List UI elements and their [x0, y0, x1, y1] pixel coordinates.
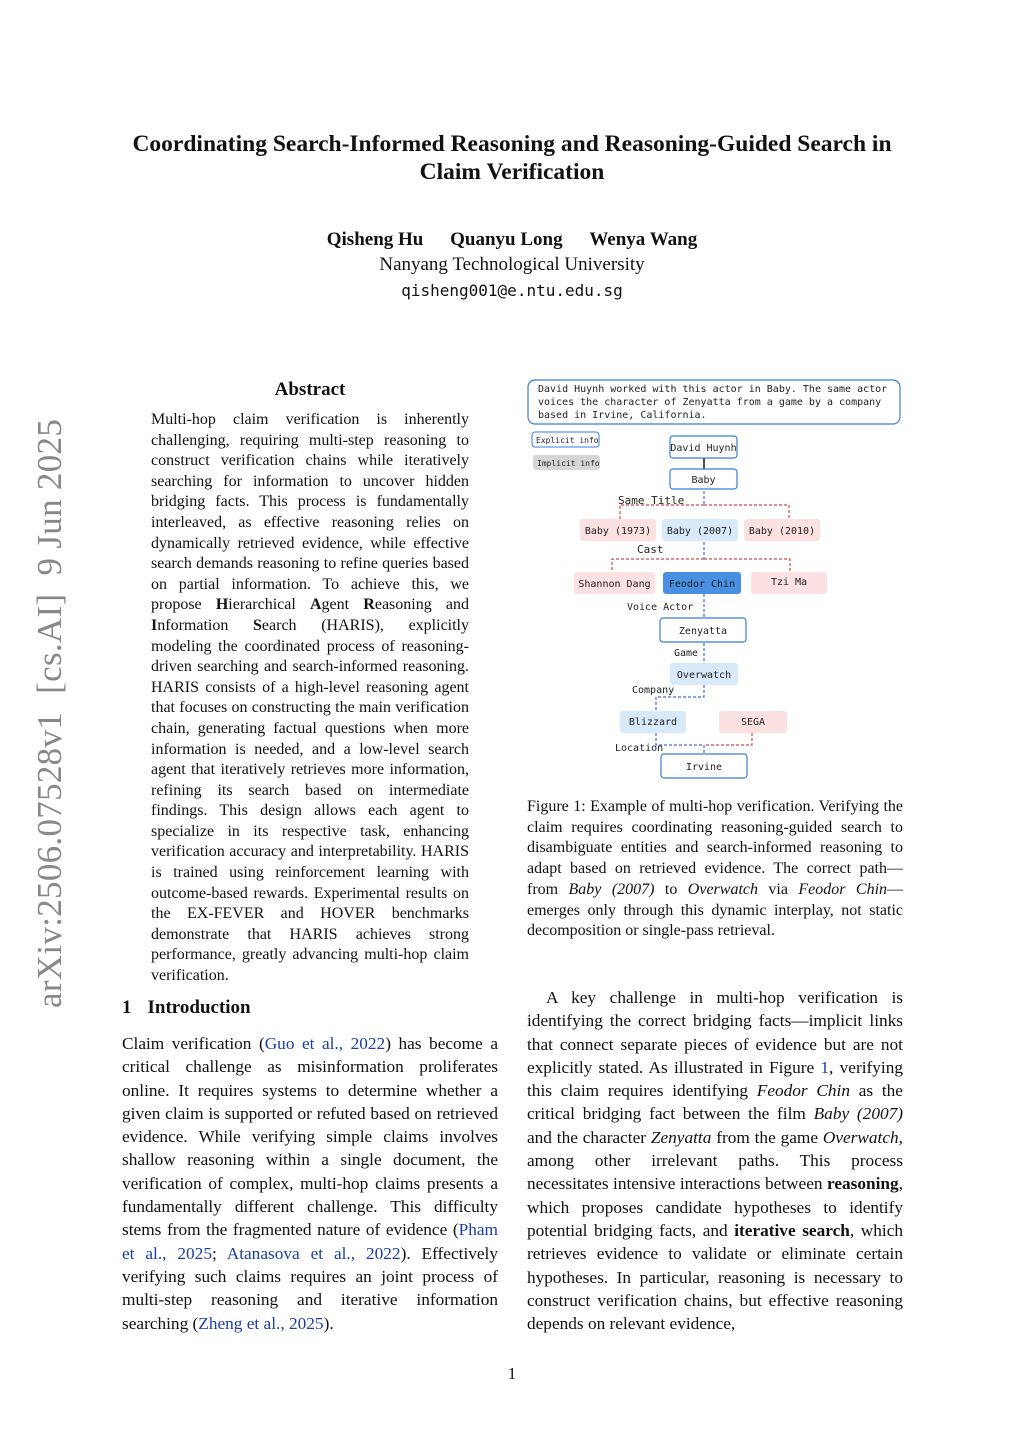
node-label: SEGA: [740, 717, 766, 728]
abstract-heading: Abstract: [274, 379, 346, 400]
edge-label: Cast: [637, 543, 664, 556]
edge-label: Game: [674, 648, 699, 659]
edge-label: Company: [632, 685, 675, 696]
claim-line: voices the character of Zenyatta from a game by a company: [538, 397, 882, 408]
author-name: Quanyu Long: [450, 229, 563, 250]
edge-label: Same Title: [618, 494, 685, 507]
legend-explicit-label: Explicit info: [536, 436, 599, 445]
citation-link[interactable]: Pham et al., 2025: [122, 1220, 498, 1263]
node-label: Overwatch: [676, 670, 732, 681]
figure-reference-link[interactable]: 1: [820, 1057, 830, 1077]
node-label: Irvine: [685, 762, 723, 773]
node-label: Baby (1973): [584, 526, 652, 537]
citation-link[interactable]: Guo et al., 2022: [264, 1034, 386, 1053]
author-name: Wenya Wang: [589, 229, 698, 250]
body-paragraph: A key challenge in multi-hop verification is identifying the correct bridging facts—implicit links that connect separate pieces of evidence but are not explicitly stated. As illustrated in Figure 1, verifying this claim requires identifying Feodor Chin as the critical bridging fact between the film Baby (2007) and the character Zenyatta from the game Overwatch, among other irrelevant paths. This process necessitates intensive interactions between reasoning, which proposes candidate hypotheses to identify potential bridging facts, and iterative search, which retrieves evidence to validate or eliminate certain hypotheses. In particular, reasoning is necessary to construct verification chains, but effective reasoning depends on relevant evidence,: [527, 988, 904, 1334]
author-name: Qisheng Hu: [326, 229, 424, 250]
paper-title: Coordinating Search-Informed Reasoning and Reasoning-Guided Search in Claim Verification: [132, 131, 892, 185]
figure-caption: Figure 1: Example of multi-hop verification. Verifying the claim requires coordinating reasoning-guided search to disambiguate entities and search-informed reasoning to adapt based on retrieved evidence. The correct path—from Baby (2007) to Overwatch via Feodor Chin—emerges only through this dynamic interplay, not static decomposition or single-pass retrieval.: [527, 798, 904, 940]
node-label: Zenyatta: [678, 626, 728, 637]
citation-link[interactable]: Atanasova et al., 2022: [226, 1243, 401, 1263]
affiliation: Nanyang Technological University: [379, 254, 645, 275]
claim-line: David Huynh worked with this actor in Baby. The same actor: [538, 384, 888, 395]
figure-1-diagram: [520, 375, 910, 785]
section-heading-introduction: 1 Introduction: [122, 997, 251, 1018]
abstract-body: Multi-hop claim verification is inherently challenging, requiring multi-step reasoning to construct verification chains while iteratively searching for information to uncover hidden bridging facts. This process is fundamentally interleaved, as effective reasoning relies on dynamically retrieved evidence, while effective search demands reasoning to refine queries based on partial information. To achieve this, we propose Hierarchical Agent Reasoning and Information Search (HARIS), explicitly modeling the coordinated process of reasoning-driven searching and search-informed reasoning. HARIS consists of a high-level reasoning agent that focuses on constructing the main verification chain, generating factual questions when more information is needed, and a low-level search agent that iteratively retrieves more information, refining its search based on intermediate findings. This design allows each agent to specialize in its respective task, enhancing verification accuracy and interpretability. HARIS is trained using reinforcement learning with outcome-based rewards. Experimental results on the EX-FEVER and HOVER benchmarks demonstrate that HARIS achieves strong performance, greatly advancing multi-hop claim verification.: [151, 411, 470, 985]
author-email[interactable]: qisheng001@e.ntu.edu.sg: [401, 281, 623, 300]
node-label: Tzi Ma: [770, 577, 808, 588]
author-list: [0, 229, 1024, 251]
page-number: 1: [507, 1364, 517, 1383]
arxiv-stamp: [30, 419, 70, 1008]
node-label: Blizzard: [628, 717, 678, 728]
node-label: Baby (2010): [748, 526, 816, 537]
node-label: Baby (2007): [666, 526, 734, 537]
arxiv-stamp-text: arXiv:2506.07528v1 [cs.AI] 9 Jun 2025: [30, 418, 69, 1008]
legend-implicit-label: Implicit info: [537, 459, 600, 468]
edge-label: Location: [615, 743, 664, 754]
claim-line: based in Irvine, California.: [538, 410, 707, 421]
node-label: David Huynh: [670, 443, 737, 454]
citation-link[interactable]: Zheng et al., 2025: [198, 1313, 324, 1333]
node-label: Baby: [691, 475, 716, 486]
edge-label: Voice Actor: [627, 602, 694, 613]
node-label: Shannon Dang: [578, 579, 651, 590]
node-label: Feodor Chin: [668, 579, 736, 590]
intro-paragraph: Claim verification (Guo et al., 2022) has become a critical challenge as misinformation proliferates online. It requires systems to determine whether a given claim is supported or refuted based on retrieved evidence. While verifying simple claims involves shallow reasoning within a single document, the verification of complex, multi-hop claims presents a fundamentally different challenge. This difficulty stems from the fragmented nature of evidence (Pham et al., 2025; Atanasova et al., 2022). Effectively verifying such claims requires an joint process of multi-step reasoning and iterative information searching (Zheng et al., 2025).: [122, 1034, 498, 1333]
